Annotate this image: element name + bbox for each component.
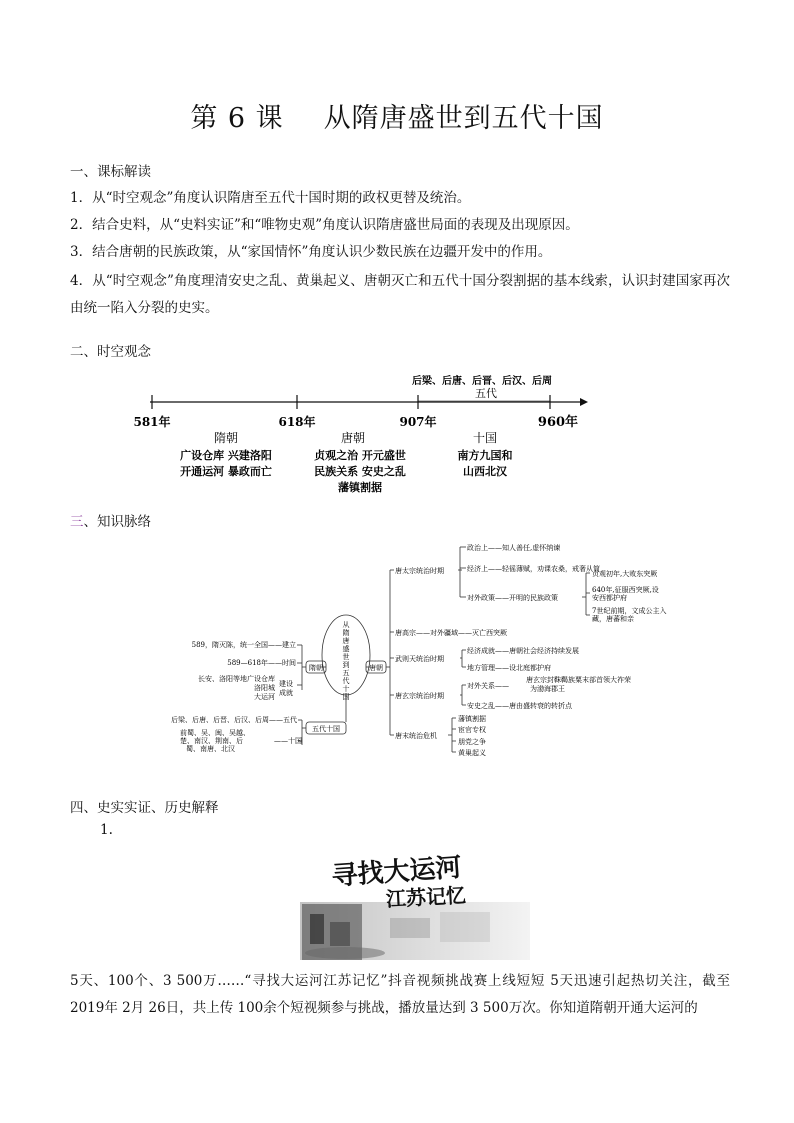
sui-item-1: 589，隋灭陈，统一全国——建立: [191, 641, 296, 649]
tang-branch-2: 唐高宗——对外疆域——灭亡西突厥: [395, 629, 507, 637]
xuanzong-1: 对外关系——: [467, 682, 509, 690]
question-paragraph: 5天、100个、3 500万……“寻找大运河江苏记忆”抖音视频挑战赛上线短短 5天迅速引起热切关注，截至 2019年 2月 26日，共上传 100余个短视频参与挑战，播放量达到 3 500万次。你知道隋朝开通大运河的: [70, 973, 730, 1016]
wudai-label: 五代: [475, 387, 497, 400]
timeline-diagram: [120, 365, 600, 500]
mindmap-wudai-shiguo: 五代十国: [312, 725, 340, 733]
year-618: 618年: [278, 415, 316, 429]
section3-number: 三: [70, 514, 84, 530]
tangmo-3: 朋党之争: [458, 738, 486, 746]
tangmo-2: 宦官专权: [458, 726, 486, 734]
wd-item-4: 蜀、南唐、北汉: [186, 745, 235, 753]
wd-item-2: 前蜀、吴、闽、吴越、: [180, 729, 250, 737]
tangmo-1: 藩镇割据: [458, 715, 486, 723]
xuanzong-2: 唐玄宗封靺鞨族粟末部首领大祚荣: [526, 676, 631, 684]
tang-line-2: 民族关系 安史之乱: [314, 465, 406, 478]
wuzetian-2: 地方管理——设北庭都护府: [467, 664, 551, 672]
xuanzong-3: 为渤海郡王: [530, 685, 565, 693]
sui-item-6: 建设: [279, 680, 293, 688]
knowledge-mindmap: [140, 535, 720, 770]
sui-item-2: 589—618年——时间: [227, 659, 296, 667]
mindmap-center: 从隋唐盛世到五代十国: [342, 621, 350, 701]
section1-heading: 一、课标解读: [70, 164, 151, 180]
sui-line-2: 开通运河 暴政而亡: [180, 465, 272, 478]
sui-item-5: 大运河: [254, 693, 275, 701]
standard-item-3: 3．结合唐朝的民族政策，从“家国情怀”角度认识少数民族在边疆开发中的作用。: [70, 244, 552, 260]
tang-branch-3: 武则天统治时期: [395, 655, 444, 663]
lesson-name: 从隋唐盛世到五代十国: [323, 103, 604, 134]
year-907: 907年: [399, 415, 437, 429]
section2-heading: 二、时空观念: [70, 344, 151, 360]
taizong-3: 对外政策——开明的民族政策: [467, 594, 558, 602]
section3-heading: [70, 510, 151, 530]
taizong-4: 贞观初年,大败东突厥: [592, 570, 658, 578]
section4-heading: 四、史实实证、历史解释: [70, 800, 219, 816]
standard-item-2: 2．结合史料，从“史料实证”和“唯物史观”角度认识隋唐盛世局面的表现及出现原因。: [70, 217, 579, 233]
sui-item-3: 长安、洛阳等地广设仓库: [198, 675, 275, 683]
taizong-6: 安西都护府: [592, 594, 627, 602]
taizong-1: 政治上——知人善任,虚怀纳谏: [467, 544, 561, 552]
wuzetian-1: 经济成就——唐朝社会经济持续发展: [467, 647, 579, 655]
sui-line-1: 广设仓库 兴建洛阳: [180, 449, 272, 462]
taizong-7: 7世纪前期，文成公主入: [592, 607, 667, 615]
canal-poster-image: [300, 848, 530, 960]
standard-item-1: 1．从“时空观念”角度认识隋唐至五代十国时期的政权更替及统治。: [70, 190, 471, 206]
section3-title: 、知识脉络: [83, 514, 151, 530]
wd-item-5: ——十国: [274, 737, 302, 745]
wd-item-1: 后梁、后唐、后晋、后汉、后周——五代: [171, 716, 297, 724]
taizong-2: 经济上——轻徭薄赋，劝课农桑，戒奢从简: [467, 565, 600, 573]
question-number: 1.: [100, 822, 113, 838]
sui-item-4: 洛阳城: [254, 684, 275, 692]
tang-branch-5: 唐末统治危机: [395, 732, 437, 740]
tang-branch-1: 唐太宗统治时期: [395, 567, 444, 575]
shiguo-name: 十国: [472, 431, 498, 445]
mindmap-sui: 隋朝: [309, 664, 323, 672]
year-581: 581年: [133, 415, 171, 429]
sui-name: 隋朝: [213, 431, 239, 445]
shiguo-line-2: 山西北汉: [463, 465, 507, 478]
taizong-8: 藏，唐蕃和亲: [592, 615, 634, 623]
mindmap-tang: 唐朝: [369, 664, 383, 672]
standard-item-4: 4．从“时空观念”角度理清安史之乱、黄巢起义、唐朝灭亡和五代十国分裂割据的基本线索，认识封建国家再次由统一陷入分裂的史实。: [70, 273, 730, 316]
xuanzong-4: 安史之乱——唐由盛转衰的转折点: [467, 702, 572, 710]
poster-title-1: 寻找大运河: [330, 852, 463, 892]
wudai-regimes: 后梁、后唐、后晋、后汉、后周: [412, 376, 552, 387]
tang-line-1: 贞观之治 开元盛世: [314, 449, 406, 462]
tang-branch-4: 唐玄宗统治时期: [395, 692, 444, 700]
tang-name: 唐朝: [340, 431, 366, 445]
tang-line-3: 藩镇割据: [338, 481, 382, 494]
poster-title-2: 江苏记忆: [385, 883, 467, 912]
tangmo-4: 黄巢起义: [458, 749, 486, 757]
shiguo-line-1: 南方九国和: [457, 449, 513, 462]
sui-item-7: 成就: [279, 689, 293, 697]
lesson-number: 第 6 课: [190, 103, 284, 134]
taizong-5: 640年,征服西突厥,设: [592, 586, 659, 594]
wd-item-3: 楚、南汉、荆南、后: [180, 737, 243, 745]
page-title: [0, 96, 794, 135]
year-960: 960年: [537, 415, 579, 430]
